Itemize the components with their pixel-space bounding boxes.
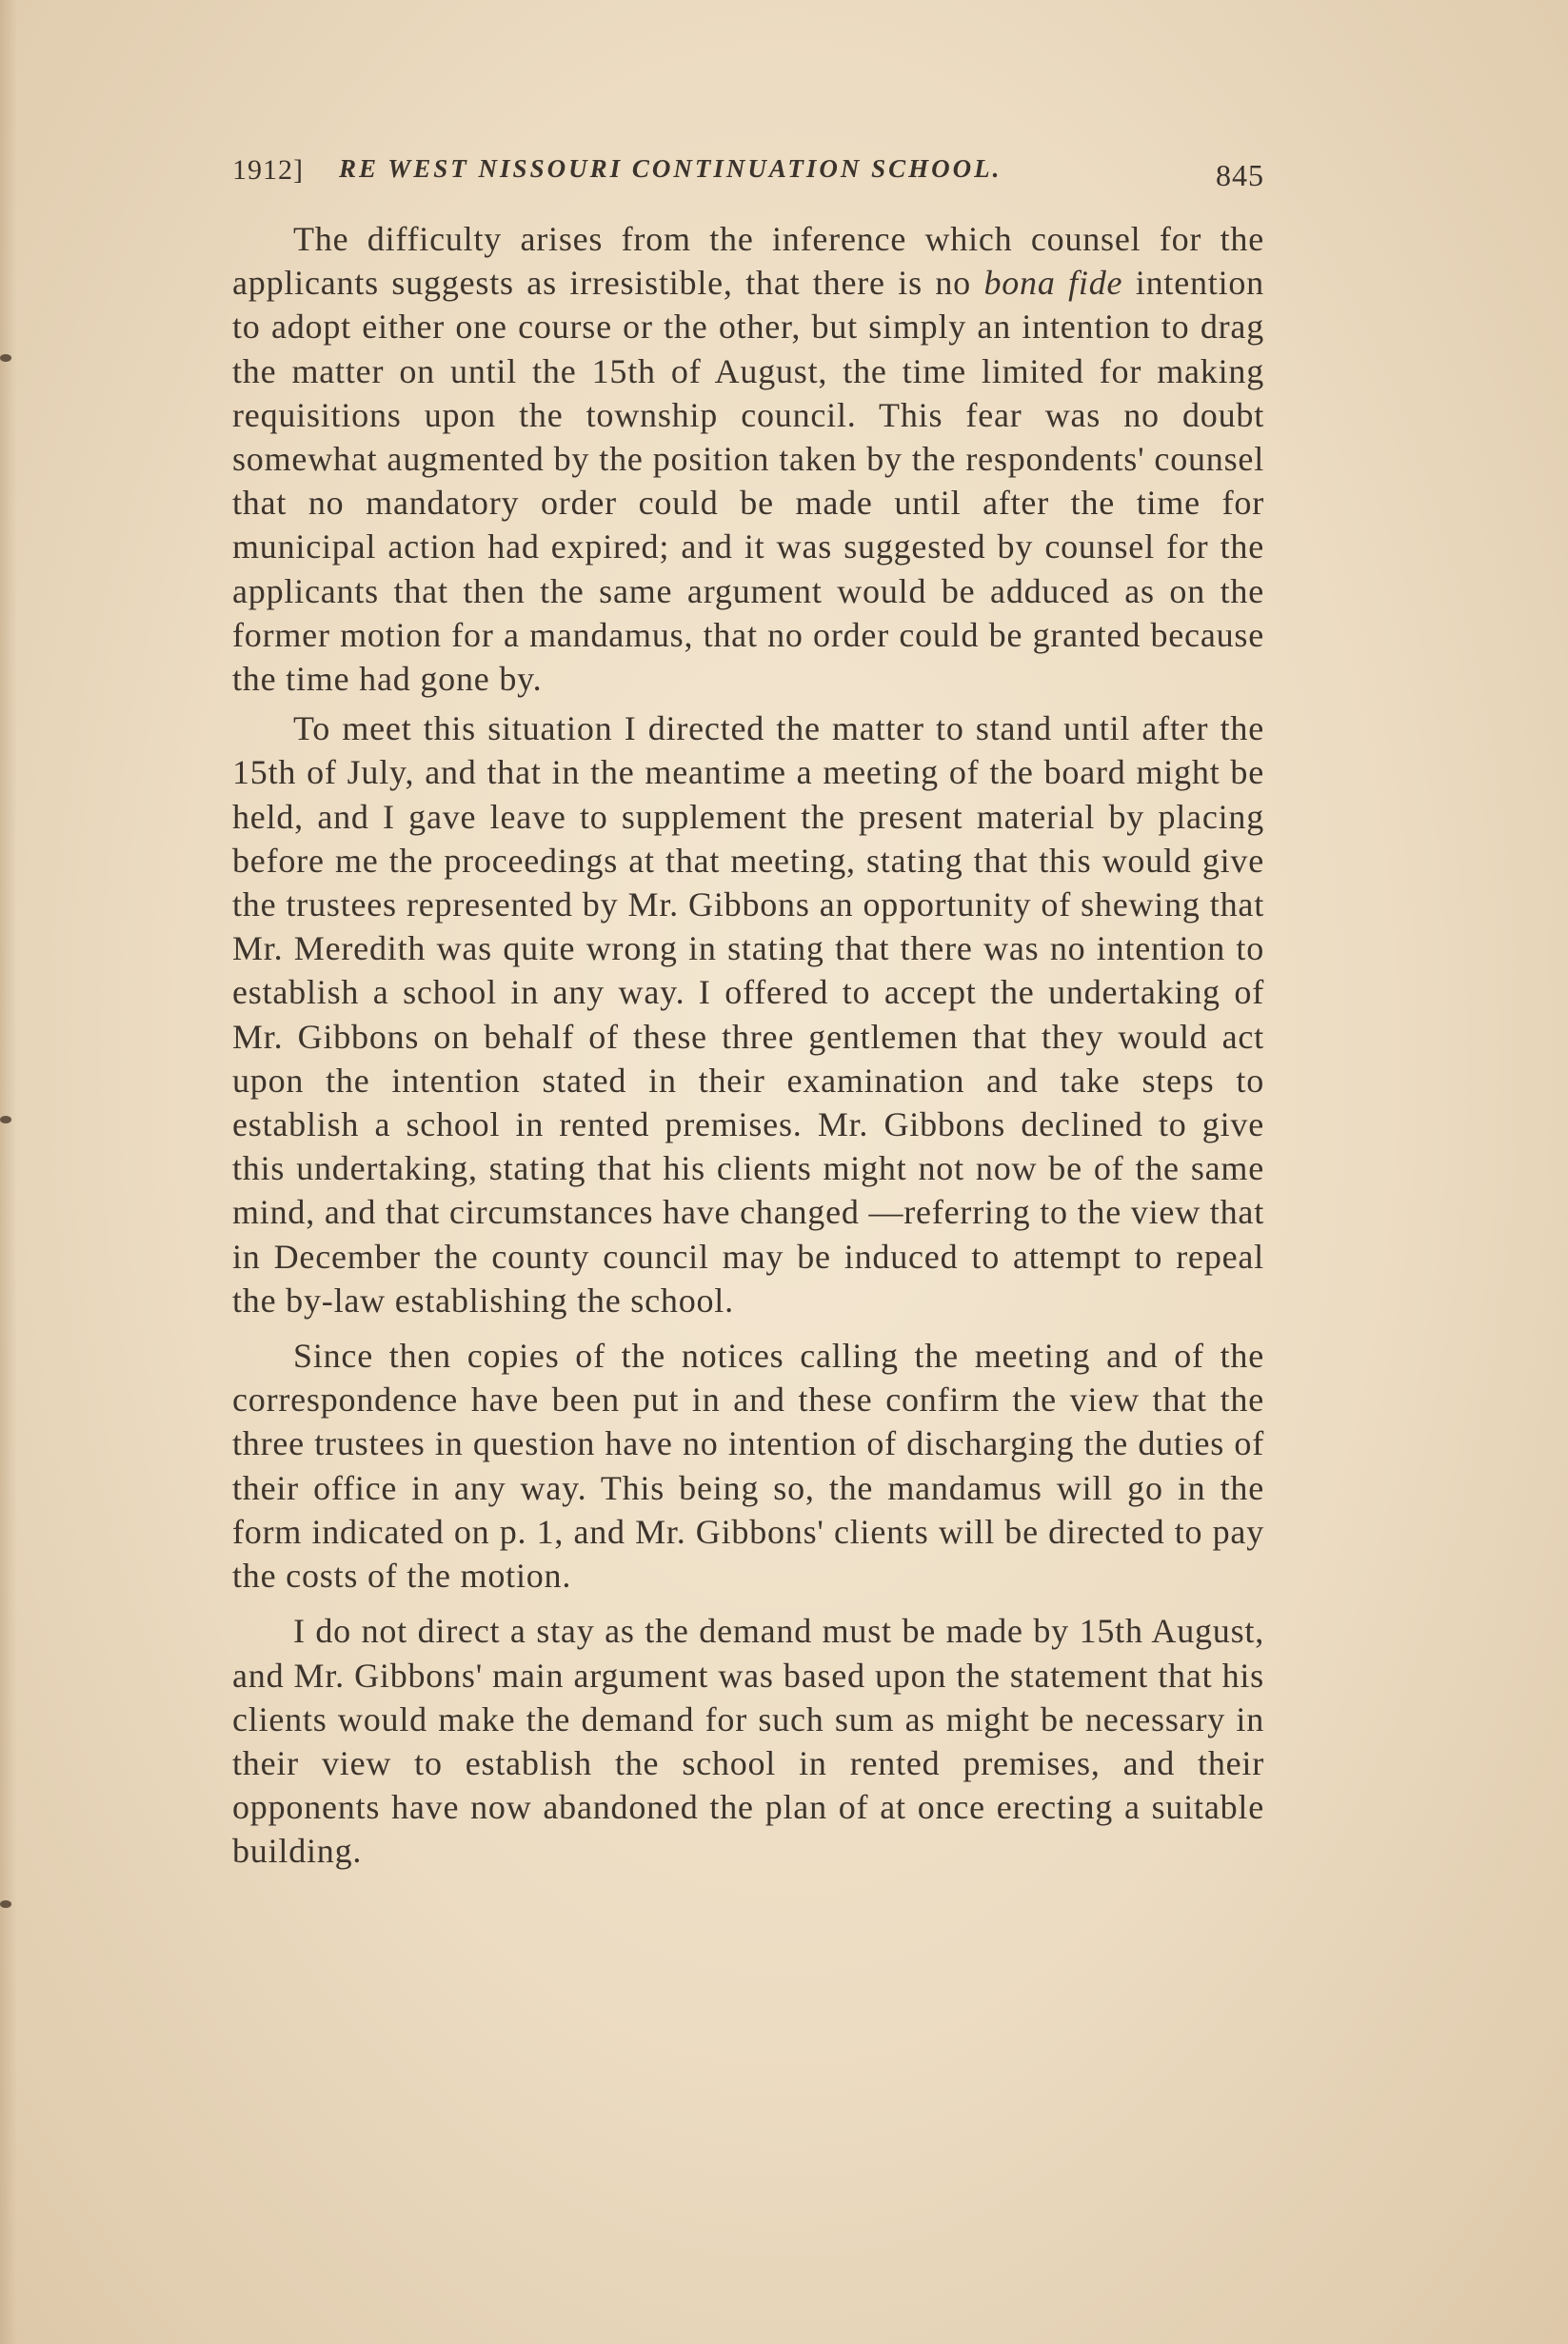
paragraph-1-text-b: intention to adopt either one course or the other, but simply an intention to drag the matter on until the 15th of August, the time limited for making requisitions upon the township council. This fear was no doubt somewhat augmented by the position taken by the respondents' counsel that no mandatory order could be made until after the time for municipal action had expired; and it was suggested by counsel for the applicants that then the same argument would be adduced as on the former motion for a mandamus, that no order could be granted because the time had gone by. [232, 264, 1264, 699]
paragraph-1-text-a: The difficulty arises from the inference which counsel for the applicants suggests as irresistible, that there is no [232, 220, 1264, 303]
page-number: 845 [1216, 158, 1264, 192]
paragraph-4: I do not direct a stay as the demand must be made by 15th August, and Mr. Gibbons' main argument was based upon the statement that his clients would make the demand for such sum as might be necessary in their view to establish the school in rented premises, and their opponents have now abandoned the plan of at once erecting a suitable building. [232, 1612, 1264, 1871]
paragraph-1 [232, 217, 1264, 701]
body-text [232, 217, 1264, 1874]
running-head [232, 145, 1264, 198]
margin-mark [0, 1116, 11, 1123]
margin-mark [0, 1900, 11, 1908]
running-head-title: RE WEST NISSOURI CONTINUATION SCHOOL. [339, 154, 1002, 183]
paragraph-3: Since then copies of the notices calling the meeting and of the correspondence have been put in and these confirm the view that the three trustees in question have no intention of discharging the duties of their office in any way. This being so, the mandamus will go in the form indicated on p. 1, and Mr. Gibbons' clients will be directed to pay the costs of the motion. [232, 1337, 1264, 1596]
margin-mark [0, 354, 11, 362]
paragraph-2: To meet this situation I directed the matter to stand until after the 15th of July, and that in the meantime a meeting of the board might be held, and I gave leave to supplement the present material by placing before me the proceedings at that meeting, stating that this would give the trustees represented by Mr. Gibbons an opportunity of shewing that Mr. Meredith was quite wrong in stating that there was no intention to establish a school in any way. I offered to accept the undertaking of Mr. Gibbons on behalf of these three gentlemen that they would act upon the intention stated in their examination and take steps to establish a school in rented premises. Mr. Gibbons declined to give this undertaking, stating that his clients might not now be of the same mind, and that circumstances have changed —referring to the view that in December the county council may be induced to attempt to repeal the by-law establishing the school. [232, 709, 1264, 1320]
running-head-year: 1912] [232, 154, 304, 186]
paragraph-1-italic: bona fide [983, 264, 1123, 303]
